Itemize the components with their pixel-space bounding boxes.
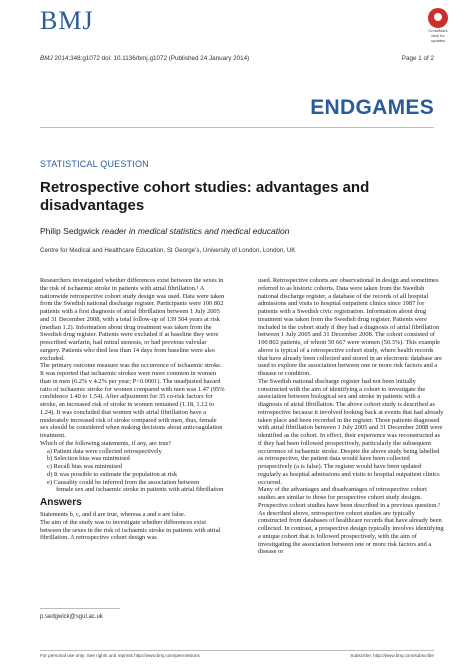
outcome-paragraph: The primary outcome measure was the occurrence of ischaemic stroke. It was reported that ischaemic strokes were more common in women than in men (6.2% v 4.2% per year; P<0.0001). The unadjusted hazard ratio of ischaemic stroke for women compared with men was 1.47 (95% confidence 1.40 to 1.54). After adjustment for 35 co-risk factors for stroke, an increased risk of stroke in women remained (1.18, 1.12 to 1.24). It was concluded that women with atrial fibrillation have a moderately increased risk of stroke compared with men, thus, female sex should be considered when making decisions about anticoagulation treatment.	[40, 362, 225, 439]
crossmark-label: CrossMark	[428, 28, 448, 33]
aim-paragraph: The aim of the study was to investigate whether differences exist between the sexes in the risk of ischaemic stroke in patients with atrial fibrillation. A retrospective cohort design was	[40, 518, 221, 542]
crossmark-sublabel: click for updates	[430, 33, 446, 43]
option-b: b) Selection bias was minimised	[47, 455, 130, 463]
affiliation: Centre for Medical and Healthcare Education, St George’s, University of London, London, UK	[40, 247, 296, 254]
left-column	[40, 277, 226, 542]
journal-abbr: BMJ	[40, 55, 53, 62]
author-role: reader in medical statistics and medical education	[101, 226, 290, 236]
answers-summary: Statements b, c, and d are true, whereas a and e are false.	[40, 511, 186, 518]
design-paragraph: used. Retrospective cohorts are observational in design and sometimes referred to as historic cohorts. Data were taken from the Swedish national discharge register, a database of the records of all hospital admissions and visits to hospital outpatient clinics since 1987 for patients with a Swedish civic registration. Information about drug treatment was taken from the Swedish drug register. Patients were included in the cohort study if they had a diagnosis of atrial fibrillation between 1 July 2005 and 31 December 2008. The cohort consisted of 100 802 patients, of whom 50 667 were women (50.3%). This example above is typical of a retrospective cohort study, where health records that have already been collected and stored in an electronic database are used to explore the association between one or more risk factors and a disease or condition.	[258, 277, 442, 377]
author-line	[40, 226, 289, 236]
option-e-continuation: female sex and ischaemic stroke in patients with atrial fibrillation	[56, 486, 224, 494]
article-title: Retrospective cohort studies: advantages and disadvantages	[40, 179, 370, 214]
citation-line	[40, 55, 249, 62]
subscribe-link[interactable]: Subscribe: http://www.bmj.com/subscribe	[350, 653, 434, 658]
option-e: e) Causality could be inferred from the association between	[47, 478, 200, 486]
intro-paragraph: Researchers investigated whether differences exist between the sexes in the risk of ischaemic stroke in patients with atrial fibrillation.¹ A nationwide retrospective cohort study design was used. Data were taken from the Swedish national discharge register. Participants were 100 802 patients with a first diagnosis of atrial fibrillation between 1 July 2005 and 31 December 2008, with a total follow-up of 139 504 years at risk (median 1.2). Information about drug treatment was taken from the Swedish drug register. Patients were excluded if at baseline they were prescribed warfarin, had mitral stenosis, or had previous valvular surgery. Patients who died less than 14 days from baseline were also excluded.	[40, 277, 225, 362]
header-divider	[40, 127, 434, 128]
option-d: d) It was possible to estimate the population at risk	[47, 470, 178, 478]
answers-heading: Answers	[40, 497, 82, 508]
permissions-link[interactable]: For personal use only: See rights and reprints http://www.bmj.com/permissions	[40, 653, 200, 658]
crossmark-icon	[428, 8, 448, 28]
author-name: Philip Sedgwick	[40, 226, 100, 236]
citation-text: 2014;348:g1072 doi: 10.1136/bmj.g1072 (Published 24 January 2014)	[52, 55, 250, 62]
bmj-logo: BMJ	[40, 6, 94, 35]
author-email[interactable]: p.sedgwick@sgul.ac.uk	[40, 614, 103, 620]
page-number: Page 1 of 2	[401, 55, 434, 62]
footnote-divider	[40, 608, 120, 609]
endgames-heading: ENDGAMES	[310, 96, 434, 119]
register-paragraph: The Swedish national discharge register had not been initially constructed with the aim of identifying a cohort to investigate the association between biological sex and stroke in patients with a diagnosis of atrial fibrillation. The above cohort study is described as retrospective because it involved looking back at events that had already taken place and been recorded in the register. Those patients diagnosed with atrial fibrillation between 1 July 2005 and 31 December 2008 were identified as the cohort. In effect, their experience was reconstructed as if they had been followed prospectively, particularly the subsequent occurrence of ischaemic stroke. Despite the above study being labelled as retrospective, the patient data would have been collected prospectively (a is false). The register would have been updated regularly as hospital admissions and visits to hospital outpatient clinics occurred.	[258, 377, 444, 486]
advantages-paragraph: Many of the advantages and disadvantages of retrospective cohort studies are similar to those for prospective cohort study designs. Prospective cohort studies have been described in a previous question.² As described above, retrospective cohort studies are typically constructed from databases of healthcare records that have already been collected. In contrast, a prospective design typically involves identifying a unique cohort that is followed prospectively, with the aim of investigating the association between one or more risk factors and a disease or	[258, 486, 444, 556]
section-label: STATISTICAL QUESTION	[40, 159, 149, 169]
option-a: a) Patient data were collected retrospectively	[47, 447, 162, 455]
footer-divider	[40, 650, 434, 651]
right-column	[258, 277, 444, 556]
crossmark-badge[interactable]	[425, 8, 451, 43]
option-c: c) Recall bias was minimised	[47, 463, 122, 470]
question-text: Which of the following statements, if any, are true?	[40, 439, 172, 447]
